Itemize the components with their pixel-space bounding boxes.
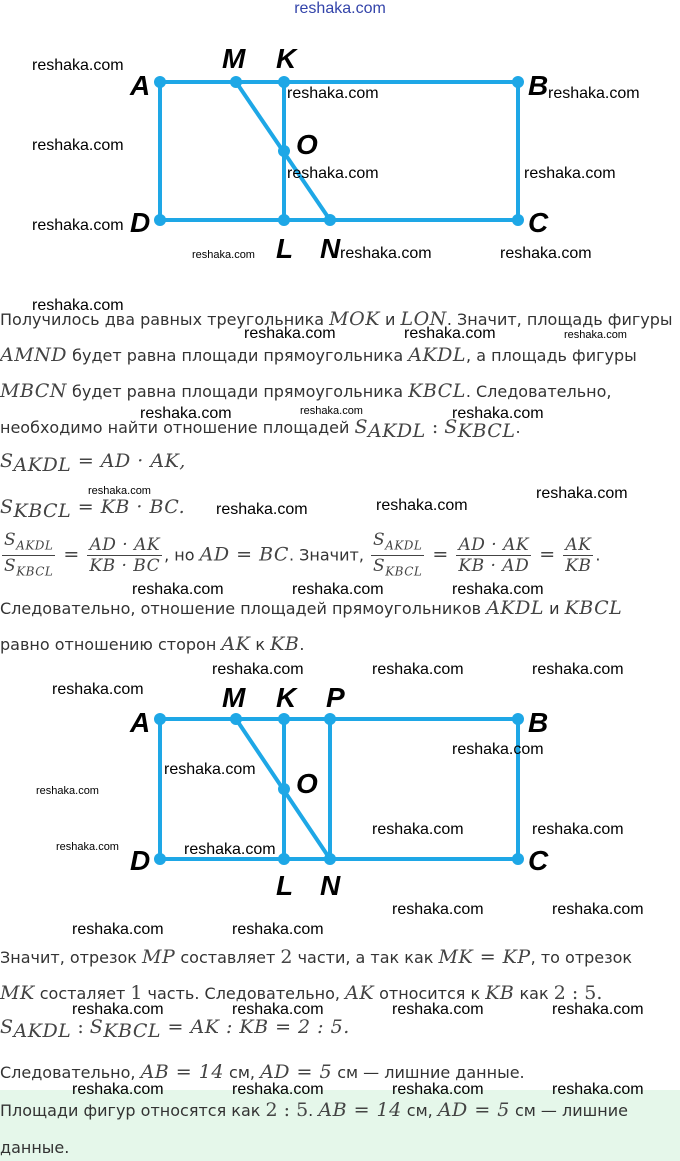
label-d: D xyxy=(130,845,151,876)
watermark: reshaka.com xyxy=(392,1081,484,1098)
watermark: reshaka.com xyxy=(72,1001,164,1018)
label-k: K xyxy=(276,682,297,713)
watermark: reshaka.com xyxy=(140,405,232,422)
label-n: N xyxy=(320,870,341,901)
solution-line-3: MBCN будет равна площади прямоугольника KBCL. Следовательно, xyxy=(0,380,612,402)
solution-line-5: Следовательно, отношение площадей прямоугольников AKDL и KBCL xyxy=(0,597,623,619)
watermark: reshaka.com xyxy=(552,901,644,918)
label-m: M xyxy=(222,43,246,74)
watermark: reshaka.com xyxy=(244,325,336,342)
watermark: reshaka.com xyxy=(72,921,164,938)
watermark: reshaka.com xyxy=(32,297,124,314)
solution-line-7: Значит, отрезок MP составляет 2 части, а так как MK = KP, то отрезок xyxy=(0,946,633,968)
watermark: reshaka.com xyxy=(536,485,628,502)
watermark: reshaka.com xyxy=(88,485,151,497)
label-o: O xyxy=(296,768,318,799)
watermark: reshaka.com xyxy=(404,325,496,342)
formula-s-akdl: $S_{AKDL}$ = AD · AK, xyxy=(0,450,186,477)
formula-s-kbcl: $S_{KBCL}$ = KB · BC. xyxy=(0,496,186,523)
watermark: reshaka.com xyxy=(552,1001,644,1018)
label-d: D xyxy=(130,207,151,238)
watermark: reshaka.com xyxy=(452,405,544,422)
watermark: reshaka.com xyxy=(452,581,544,598)
figure-2 xyxy=(0,680,680,910)
label-c: C xyxy=(528,207,549,238)
watermark: reshaka.com xyxy=(452,741,544,758)
watermark: reshaka.com xyxy=(184,841,276,858)
watermark: reshaka.com xyxy=(552,1081,644,1098)
watermark: reshaka.com xyxy=(340,245,432,262)
watermark: reshaka.com xyxy=(287,165,379,182)
watermark: reshaka.com xyxy=(132,581,224,598)
watermark: reshaka.com xyxy=(392,1001,484,1018)
label-c: C xyxy=(528,845,549,876)
watermark: reshaka.com xyxy=(372,821,464,838)
watermark: reshaka.com xyxy=(532,661,624,678)
solution-line-1: Получилось два равных треугольника MOK и LON. Значит, площадь фигуры xyxy=(0,308,673,330)
watermark: reshaka.com xyxy=(287,85,379,102)
watermark: reshaka.com xyxy=(376,497,468,514)
watermark: reshaka.com xyxy=(232,921,324,938)
watermark: reshaka.com xyxy=(532,821,624,838)
watermark: reshaka.com xyxy=(524,165,616,182)
formula-ratio: $\frac{S_{AKDL}}{S_{KBCL}}$ = $\frac{AD \cdot AK}{KB \cdot BC}$ , но AD = BC. Значит, $\frac{S_{AKDL}}{S_{KBCL}}$ = $\frac{AD \cdot AK}{KB \cdot AD}$ = $\frac{AK}{KB}$ . xyxy=(4,530,601,579)
watermark: reshaka.com xyxy=(164,761,256,778)
solution-line-6: равно отношению сторон AK к KB. xyxy=(0,633,305,655)
label-l: L xyxy=(276,233,294,264)
site-link[interactable]: reshaka.com xyxy=(294,0,386,17)
watermark: reshaka.com xyxy=(300,405,363,417)
solution-line-4: необходимо найти отношение площадей $S_{AKDL}$ : $S_{KBCL}$. xyxy=(0,416,521,443)
label-o: O xyxy=(296,129,318,160)
solution-line-10: Следовательно, AB = 14 см, AD = 5 см — лишние данные. xyxy=(0,1061,525,1083)
watermark: reshaka.com xyxy=(292,581,384,598)
label-b: B xyxy=(528,70,549,101)
watermark: reshaka.com xyxy=(372,661,464,678)
watermark: reshaka.com xyxy=(32,57,124,74)
watermark: reshaka.com xyxy=(192,249,255,261)
label-a: A xyxy=(130,70,151,101)
watermark: reshaka.com xyxy=(32,217,124,234)
watermark: reshaka.com xyxy=(500,245,592,262)
watermark: reshaka.com xyxy=(232,1081,324,1098)
solution-line-2: AMND будет равна площади прямоугольника AKDL, а площадь фигуры xyxy=(0,344,637,366)
watermark: reshaka.com xyxy=(72,1081,164,1098)
watermark: reshaka.com xyxy=(216,501,308,518)
watermark: reshaka.com xyxy=(52,681,144,698)
label-n: N xyxy=(320,233,341,264)
answer-box xyxy=(0,1090,680,1161)
label-b: B xyxy=(528,707,549,738)
solution-line-9: $S_{AKDL}$ : $S_{KBCL}$ = AK : KB = 2 : 5. xyxy=(0,1016,350,1043)
answer-line-2: данные. xyxy=(0,1138,70,1157)
watermark: reshaka.com xyxy=(212,661,304,678)
watermark: reshaka.com xyxy=(564,329,627,341)
figure-2-lines xyxy=(160,719,518,859)
watermark: reshaka.com xyxy=(56,841,119,853)
watermark: reshaka.com xyxy=(548,85,640,102)
watermark: reshaka.com xyxy=(232,1001,324,1018)
watermark: reshaka.com xyxy=(32,137,124,154)
label-a: A xyxy=(130,707,151,738)
label-m: M xyxy=(222,682,246,713)
answer-line-1: Площади фигур относятся как 2 : 5. AB = 14 см, AD = 5 см — лишние xyxy=(0,1099,628,1121)
label-k: K xyxy=(276,43,297,74)
solution-line-8: MK состаляет 1 часть. Следовательно, AK относится к KB как 2 : 5. xyxy=(0,982,603,1004)
label-p: P xyxy=(326,682,345,713)
label-l: L xyxy=(276,870,294,901)
watermark: reshaka.com xyxy=(36,785,99,797)
watermark: reshaka.com xyxy=(392,901,484,918)
